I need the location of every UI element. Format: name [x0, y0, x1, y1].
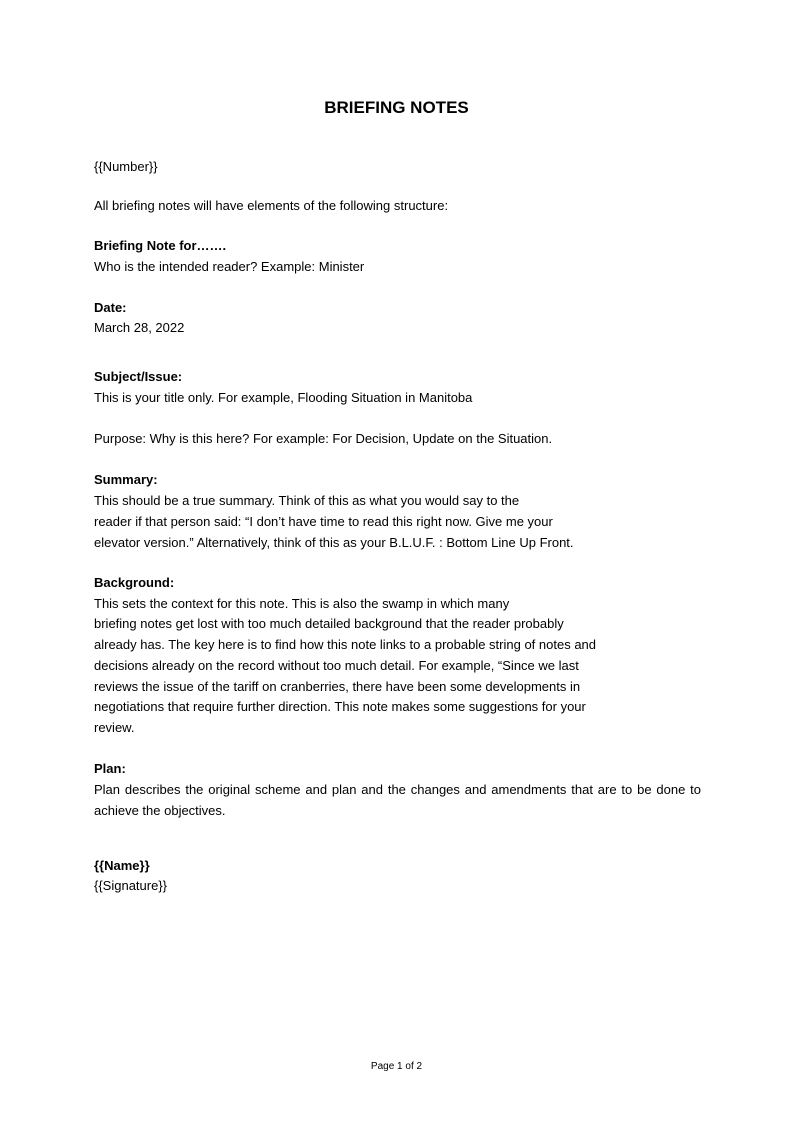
summary-label: Summary: [94, 472, 158, 487]
date-label: Date: [94, 300, 127, 315]
background-line: already has. The key here is to find how this note links to a probable string of notes and [94, 637, 597, 652]
background-line: decisions already on the record without too much detail. For example, “Since we last [94, 658, 579, 673]
subject-text: This is your title only. For example, Flooding Situation in Manitoba [94, 390, 473, 405]
purpose-text: Purpose: Why is this here? For example: For Decision, Update on the Situation. [94, 431, 553, 446]
background-line: This sets the context for this note. This is also the swamp in which many [94, 596, 510, 611]
plan-label: Plan: [94, 761, 126, 776]
background-line: briefing notes get lost with too much detailed background that the reader probably [94, 616, 564, 631]
background-label: Background: [94, 575, 175, 590]
subject-label: Subject/Issue: [94, 369, 183, 384]
page-number-footer: Page 1 of 2 [370, 1061, 423, 1072]
background-line: negotiations that require further direction. This note makes some suggestions for your [94, 699, 586, 714]
summary-line: reader if that person said: “I don’t have time to read this right now. Give me your [94, 514, 553, 529]
signature-placeholder: {{Signature}} [94, 878, 168, 893]
name-placeholder: {{Name}} [94, 858, 150, 873]
briefing-for-label: Briefing Note for……. [94, 238, 227, 253]
briefing-for-text: Who is the intended reader? Example: Minister [94, 259, 365, 274]
background-line: review. [94, 720, 135, 735]
plan-text: Plan describes the original scheme and plan and the changes and amendments that are to be done to achieve the objectives. [94, 782, 701, 818]
intro-text: All briefing notes will have elements of the following structure: [94, 198, 449, 213]
summary-line: This should be a true summary. Think of this as what you would say to the [94, 493, 520, 508]
date-text: March 28, 2022 [94, 320, 185, 335]
number-placeholder: {{Number}} [94, 159, 158, 174]
document-title: BRIEFING NOTES [324, 98, 469, 117]
summary-line: elevator version.” Alternatively, think of this as your B.L.U.F. : Bottom Line Up Front. [94, 535, 574, 550]
background-line: reviews the issue of the tariff on cranberries, there have been some developments in [94, 679, 581, 694]
